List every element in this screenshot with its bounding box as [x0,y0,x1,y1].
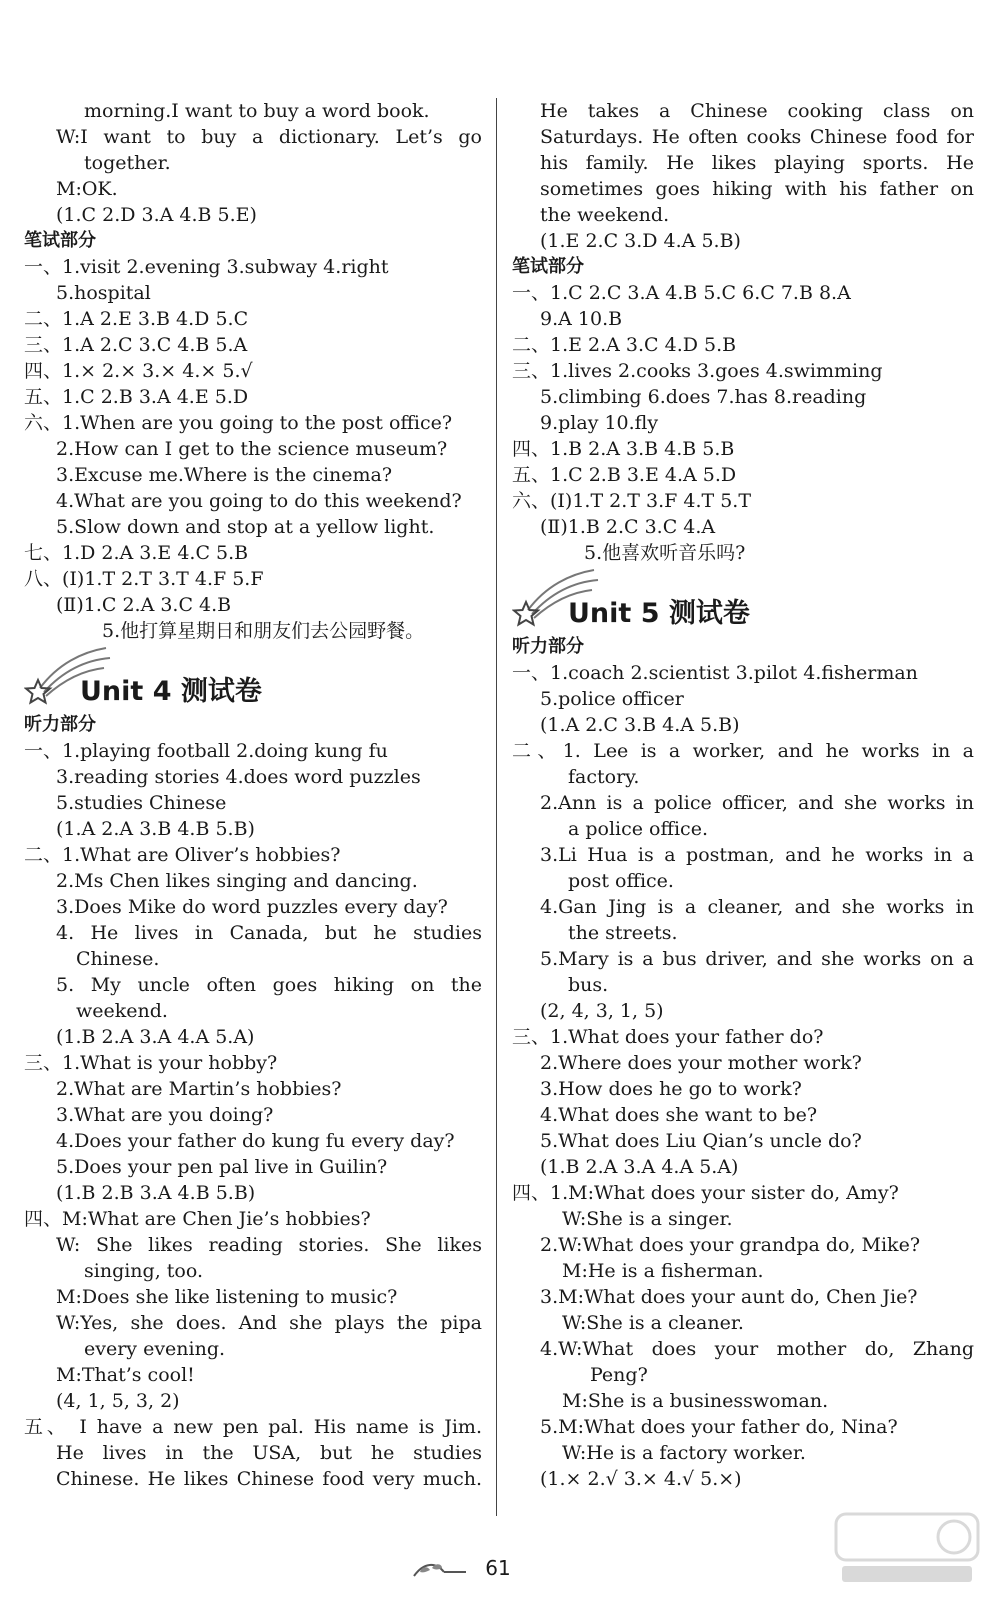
answer-line: 六、1.When are you going to the post office? [24,412,453,434]
answer-line: 5.What does Liu Qian’s uncle do? [540,1130,862,1152]
answer-line: 三、1.A 2.C 3.C 4.B 5.A [24,334,248,356]
answer-line: 二、1. Lee is a worker, and he works in a [512,740,974,762]
answer-line: the streets. [568,922,678,944]
answer-line: 2.Ms Chen likes singing and dancing. [56,870,418,892]
shooting-star-icon [512,566,602,630]
answer-line: bus. [568,974,609,996]
answer-line: 五、1.C 2.B 3.A 4.E 5.D [24,386,249,408]
page-number: 61 [485,1556,511,1580]
answer-line: 2.W:What does your grandpa do, Mike? [540,1234,920,1256]
answer-line: He takes a Chinese cooking class on [540,100,974,122]
answer-line: W:She is a singer. [562,1208,733,1230]
unit-heading-text: Unit 5 测试卷 [568,598,750,629]
answer-line: 9.A 10.B [540,308,623,330]
answer-line: 五、1.C 2.B 3.E 4.A 5.D [512,464,737,486]
answer-line: Peng? [590,1364,648,1386]
answer-line: (Ⅱ)1.B 2.C 3.C 4.A [540,516,716,538]
answer-line: 3.Li Hua is a postman, and he works in a [540,844,974,866]
answer-line: 二、1.E 2.A 3.C 4.D 5.B [512,334,737,356]
answer-line: 2.Where does your mother work? [540,1052,862,1074]
answer-line: 5.hospital [56,282,151,304]
answer-line: 2.Ann is a police officer, and she works in [540,792,974,814]
answer-line: 3.reading stories 4.does word puzzles [56,766,421,788]
answer-line: 三、1.What is your hobby? [24,1052,278,1074]
answer-line: 四、1.M:What does your sister do, Amy? [512,1182,899,1204]
answer-line: 一、1.coach 2.scientist 3.pilot 4.fisherman [512,662,918,684]
answer-line: morning.I want to buy a word book. [84,100,430,122]
answer-line: 八、(Ⅰ)1.T 2.T 3.T 4.F 5.F [24,568,264,590]
answer-line: 一、1.C 2.C 3.A 4.B 5.C 6.C 7.B 8.A [512,282,851,304]
answer-line: weekend. [76,1000,168,1022]
answer-line: 5.Mary is a bus driver, and she works on a [540,948,974,970]
answer-line: 五、 I have a new pen pal. His name is Jim. [24,1416,482,1438]
section-label: 听力部分 [24,714,96,735]
answer-line: 5.police officer [540,688,684,710]
answer-line: 一、1.visit 2.evening 3.subway 4.right [24,256,389,278]
answer-line: 二、1.What are Oliver’s hobbies? [24,844,341,866]
answer-line: 3.How does he go to work? [540,1078,802,1100]
answer-line: M:That’s cool! [56,1364,195,1386]
answer-line: Saturdays. He often cooks Chinese food for [540,126,974,148]
answer-line: 七、1.D 2.A 3.E 4.C 5.B [24,542,249,564]
answer-line: (Ⅱ)1.C 2.A 3.C 4.B [56,594,232,616]
answer-line: W: She likes reading stories. She likes [56,1234,482,1256]
right-column [512,98,974,1492]
answer-line: factory. [568,766,640,788]
answer-line: 四、1.× 2.× 3.× 4.× 5.√ [24,360,253,382]
answer-line: 5.Slow down and stop at a yellow light. [56,516,435,538]
answer-line: M:OK. [56,178,118,200]
answer-line: 四、1.B 2.A 3.B 4.B 5.B [512,438,735,460]
answer-line: M:He is a fisherman. [562,1260,764,1282]
answer-line: W:She is a cleaner. [562,1312,744,1334]
answer-line: his family. He likes playing sports. He [540,152,974,174]
answer-line: 4.What are you going to do this weekend? [56,490,462,512]
answer-line: (1.B 2.A 3.A 4.A 5.A) [56,1026,255,1048]
shooting-star-icon [24,644,114,708]
answer-line: (1.C 2.D 3.A 4.B 5.E) [56,204,257,226]
answer-line: 5.studies Chinese [56,792,227,814]
answer-line: 3.Does Mike do word puzzles every day? [56,896,448,918]
answer-line: the weekend. [540,204,670,226]
answer-line: (1.B 2.B 3.A 4.B 5.B) [56,1182,256,1204]
answer-line: together. [84,152,171,174]
answer-line: post office. [568,870,674,892]
answer-line: 一、1.playing football 2.doing kung fu [24,740,388,762]
answer-line: 9.play 10.fly [540,412,659,434]
answer-line: 二、1.A 2.E 3.B 4.D 5.C [24,308,249,330]
answer-line: every evening. [84,1338,226,1360]
answer-line: 5.climbing 6.does 7.has 8.reading [540,386,867,408]
answer-line: 2.What are Martin’s hobbies? [56,1078,342,1100]
answer-line: (1.E 2.C 3.D 4.A 5.B) [540,230,741,252]
answer-line: Chinese. [76,948,160,970]
answer-line: 3.Excuse me.Where is the cinema? [56,464,393,486]
answer-line: 三、1.What does your father do? [512,1026,824,1048]
answer-line: 3.M:What does your aunt do, Chen Jie? [540,1286,918,1308]
answer-line: 5.M:What does your father do, Nina? [540,1416,898,1438]
section-label: 听力部分 [512,636,584,657]
answer-line: 3.What are you doing? [56,1104,274,1126]
answer-line: 三、1.lives 2.cooks 3.goes 4.swimming [512,360,883,382]
left-column [24,98,482,1492]
column-divider [496,98,497,1516]
answer-line: He lives in the USA, but he studies [56,1442,482,1464]
answer-line: 4. He lives in Canada, but he studies [56,922,482,944]
answer-line: singing, too. [84,1260,204,1282]
answer-line: 六、(Ⅰ)1.T 2.T 3.F 4.T 5.T [512,490,752,512]
answer-line: M:Does she like listening to music? [56,1286,398,1308]
unit-heading [512,566,974,634]
answer-line: sometimes goes hiking with his father on [540,178,974,200]
answer-line: 4.W:What does your mother do, Zhang [540,1338,974,1360]
answer-line: (1.B 2.A 3.A 4.A 5.A) [540,1156,739,1178]
answer-line: M:She is a businesswoman. [562,1390,829,1412]
answer-line: a police office. [568,818,708,840]
answer-line: (1.× 2.√ 3.× 4.√ 5.×) [540,1468,742,1490]
answer-line: (1.A 2.A 3.B 4.B 5.B) [56,818,255,840]
answer-line: W:I want to buy a dictionary. Let’s go [56,126,482,148]
answer-line: (2, 4, 3, 1, 5) [540,1000,664,1022]
answer-line: W:Yes, she does. And she plays the pipa [56,1312,482,1334]
answer-line: 4.Gan Jing is a cleaner, and she works in [540,896,974,918]
answer-line: 5.他喜欢听音乐吗? [584,542,746,564]
answer-line: 4.Does your father do kung fu every day? [56,1130,455,1152]
unit-heading [24,644,482,712]
answer-line: 2.How can I get to the science museum? [56,438,448,460]
answer-line: W:He is a factory worker. [562,1442,806,1464]
answer-line: Chinese. He likes Chinese food very much. [56,1468,482,1490]
section-label: 笔试部分 [512,256,584,277]
answer-line: 5. My uncle often goes hiking on the [56,974,482,996]
answer-line: 四、M:What are Chen Jie’s hobbies? [24,1208,371,1230]
unit-heading-text: Unit 4 测试卷 [80,676,262,707]
answer-line: 5.Does your pen pal live in Guilin? [56,1156,388,1178]
answer-line: 5.他打算星期日和朋友们去公园野餐。 [102,620,425,642]
section-label: 笔试部分 [24,230,96,251]
watermark-logo-icon [832,1508,982,1588]
answer-line: (4, 1, 5, 3, 2) [56,1390,180,1412]
answer-line: (1.A 2.C 3.B 4.A 5.B) [540,714,740,736]
answer-line: 4.What does she want to be? [540,1104,818,1126]
